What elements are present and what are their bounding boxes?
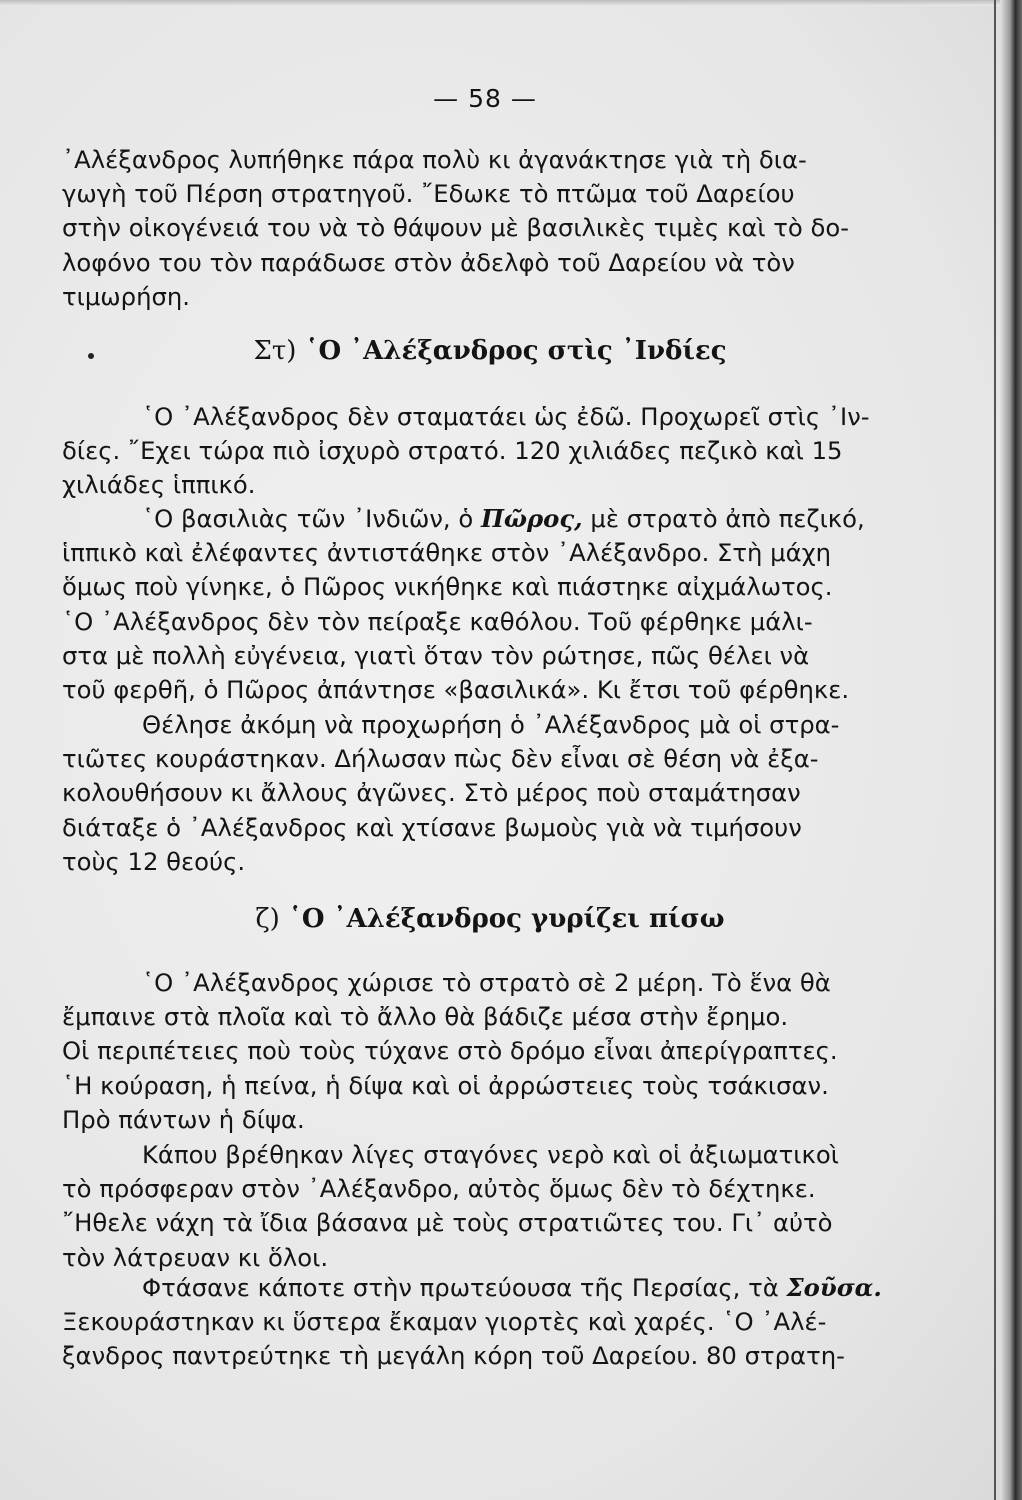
paragraph-army-split — [62, 966, 930, 1137]
text-line: τὸ πρόσφεραν στὸν ᾿Αλέξανδρο, αὐτὸς ὅμως δὲν τὸ δέχτηκε. — [62, 1174, 816, 1204]
text-line: γωγὴ τοῦ Πέρση στρατηγοῦ. ῎Εδωκε τὸ πτῶμα τοῦ Δαρείου — [62, 179, 795, 209]
text-line: Κάπου βρέθηκαν λίγες σταγόνες νερὸ καὶ οἱ ἀξιωματικοὶ — [142, 1140, 839, 1169]
text-line: ῎Ηθελε νάχη τὰ ἴδια βάσανα μὲ τοὺς στρατιῶτες του. Γι᾿ αὐτὸ — [62, 1208, 833, 1238]
text-line: τιμωρήση. — [62, 281, 190, 311]
section-heading-return — [0, 904, 980, 934]
text-line: τοὺς 12 θεούς. — [62, 846, 246, 876]
emphasized-name-poros: Πῶρος, — [480, 504, 583, 533]
paragraph-continuation — [62, 143, 930, 314]
text-line: δίες. ῎Εχει τώρα πιὸ ἰσχυρὸ στρατό. 120 χιλιάδες πεζικὸ καὶ 15 — [62, 436, 843, 466]
text-line: διάταξε ὁ ᾿Αλέξανδρος καὶ χτίσανε βωμοὺς γιὰ νὰ τιμήσουν — [62, 812, 802, 842]
page-binding-line — [994, 0, 996, 1500]
page-right-edge-shadow — [1000, 0, 1022, 1500]
text-line — [62, 1271, 930, 1305]
section-title: ῾Ο ᾿Αλέξανδρος γυρίζει πίσω — [288, 904, 725, 934]
text-line: ῾Ο ᾿Αλέξανδρος δὲν τὸν πείραξε καθόλου. Τοῦ φέρθηκε μάλι- — [62, 606, 813, 636]
text-fragment: Φτάσανε κάποτε στὴν πρωτεύουσα τῆς Περσίας, τὰ — [142, 1273, 787, 1302]
text-line: στα μὲ πολλὴ εὐγένεια, γιατὶ ὅταν τὸν ρώτησε, πῶς θέλει νὰ — [62, 640, 810, 670]
text-line: Ξεκουράστηκαν κι ὕστερα ἔκαμαν γιορτὲς καὶ χαρές. ῾Ο ᾿Αλέ- — [62, 1307, 827, 1337]
paragraph-susa — [62, 1271, 930, 1374]
page-top-edge — [0, 0, 1022, 6]
text-line: ὅμως ποὺ γίνηκε, ὁ Πῶρος νικήθηκε καὶ πιάστηκε αἰχμάλωτος. — [62, 572, 833, 602]
text-line: λοφόνο του τὸν παράδωσε στὸν ἀδελφὸ τοῦ Δαρείου νὰ τὸν — [62, 247, 795, 277]
emphasized-name-susa: Σοῦσα. — [786, 1273, 882, 1302]
text-line: ἱππικὸ καὶ ἐλέφαντες ἀντιστάθηκε στὸν ᾿Αλέξανδρο. Στὴ μάχη — [62, 538, 832, 568]
text-line: ἔμπαινε στὰ πλοῖα καὶ τὸ ἄλλο θὰ βάδιζε μέσα στὴν ἔρημο. — [62, 1002, 789, 1032]
text-line: Πρὸ πάντων ἡ δίψα. — [62, 1104, 305, 1134]
text-line: ξανδρος παντρεύτηκε τὴ μεγάλη κόρη τοῦ Δαρείου. 80 στρατη- — [62, 1341, 845, 1371]
text-line: τιῶτες κουράστηκαν. Δήλωσαν πὼς δὲν εἶναι σὲ θέση νὰ ἐξα- — [62, 744, 819, 774]
text-line: ῾Ο ᾿Αλέξανδρος χώρισε τὸ στρατὸ σὲ 2 μέρη. Τὸ ἕνα θὰ — [142, 968, 831, 997]
paragraph-soldiers-tired — [62, 708, 930, 879]
text-line: Θέλησε ἀκόμη νὰ προχωρήση ὁ ᾿Αλέξανδρος μὰ οἱ στρα- — [142, 710, 840, 739]
text-line: ᾿Αλέξανδρος λυπήθηκε πάρα πολὺ κι ἀγανάκτησε γιὰ τὴ δια- — [62, 145, 807, 174]
section-number: Στ) — [253, 336, 297, 366]
section-title: ῾Ο ᾿Αλέξανδρος στὶς ᾿Ινδίες — [305, 336, 727, 366]
text-fragment: ῾Ο βασιλιὰς τῶν ᾿Ινδιῶν, ὁ — [142, 504, 481, 533]
section-number: ζ) — [255, 904, 280, 934]
paragraph-water — [62, 1138, 930, 1275]
text-line: στὴν οἰκογένειά του νὰ τὸ θάψουν μὲ βασιλικὲς τιμὲς καὶ τὸ δο- — [62, 213, 850, 243]
text-line: τὸν λάτρευαν κι ὅλοι. — [62, 1242, 329, 1272]
text-line: χιλιάδες ἱππικό. — [62, 470, 256, 500]
page-number: — 58 — — [433, 84, 537, 113]
text-line — [62, 502, 930, 536]
text-line: τοῦ φερθῆ, ὁ Πῶρος ἀπάντησε «βασιλικά». Κι ἔτσι τοῦ φέρθηκε. — [62, 675, 850, 705]
text-line: κολουθήσουν κι ἄλλους ἀγῶνες. Στὸ μέρος ποὺ σταμάτησαν — [62, 778, 801, 808]
paragraph-poros — [62, 502, 930, 707]
text-line: ῾Η κούραση, ἡ πείνα, ἡ δίψα καὶ οἱ ἀρρώστειες τοὺς τσάκισαν. — [62, 1070, 829, 1100]
text-line: ῾Ο ᾿Αλέξανδρος δὲν σταματάει ὡς ἐδῶ. Προχωρεῖ στὶς ᾿Ιν- — [142, 402, 870, 431]
text-line: Οἱ περιπέτειες ποὺ τοὺς τύχανε στὸ δρόμο εἶναι ἀπερίγραπτες. — [62, 1036, 838, 1066]
text-fragment: μὲ στρατὸ ἀπὸ πεζικό, — [582, 504, 865, 533]
paragraph-india-intro — [62, 400, 930, 503]
section-heading-india — [0, 336, 980, 366]
